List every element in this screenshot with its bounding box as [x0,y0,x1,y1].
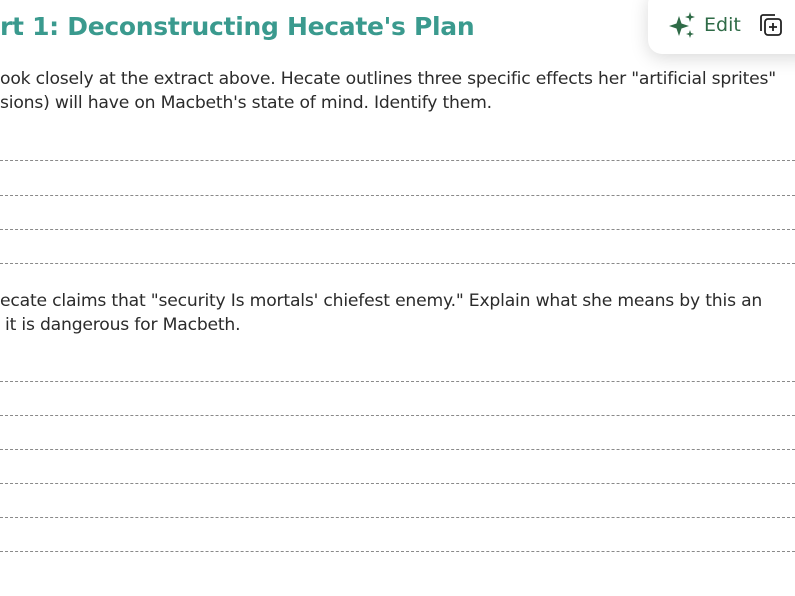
answer-line[interactable] [0,229,795,230]
section-title: rt 1: Deconstructing Hecate's Plan [0,12,475,41]
question-2-line-2: it is dangerous for Macbeth. [5,315,241,335]
edit-label: Edit [704,14,741,36]
question-1-line-2: sions) will have on Macbeth's state of mind. Identify them. [0,93,492,113]
answer-line[interactable] [0,415,795,416]
answer-line[interactable] [0,160,795,161]
answer-line[interactable] [0,195,795,196]
question-2-line-1: ecate claims that "security Is mortals' chiefest enemy." Explain what she means by this an [0,291,763,311]
answer-line[interactable] [0,449,795,450]
answer-line[interactable] [0,483,795,484]
floating-toolbar [648,0,795,54]
question-1 [0,67,776,115]
question-2 [0,289,762,337]
edit-button[interactable] [668,10,741,40]
sparkles-icon [668,10,698,40]
answer-line[interactable] [0,263,795,264]
answer-line[interactable] [0,551,795,552]
question-1-line-1: ook closely at the extract above. Hecate outlines three specific effects her "artificial sprites" [0,69,776,89]
answer-line[interactable] [0,517,795,518]
answer-line[interactable] [0,381,795,382]
duplicate-icon[interactable] [758,12,784,38]
